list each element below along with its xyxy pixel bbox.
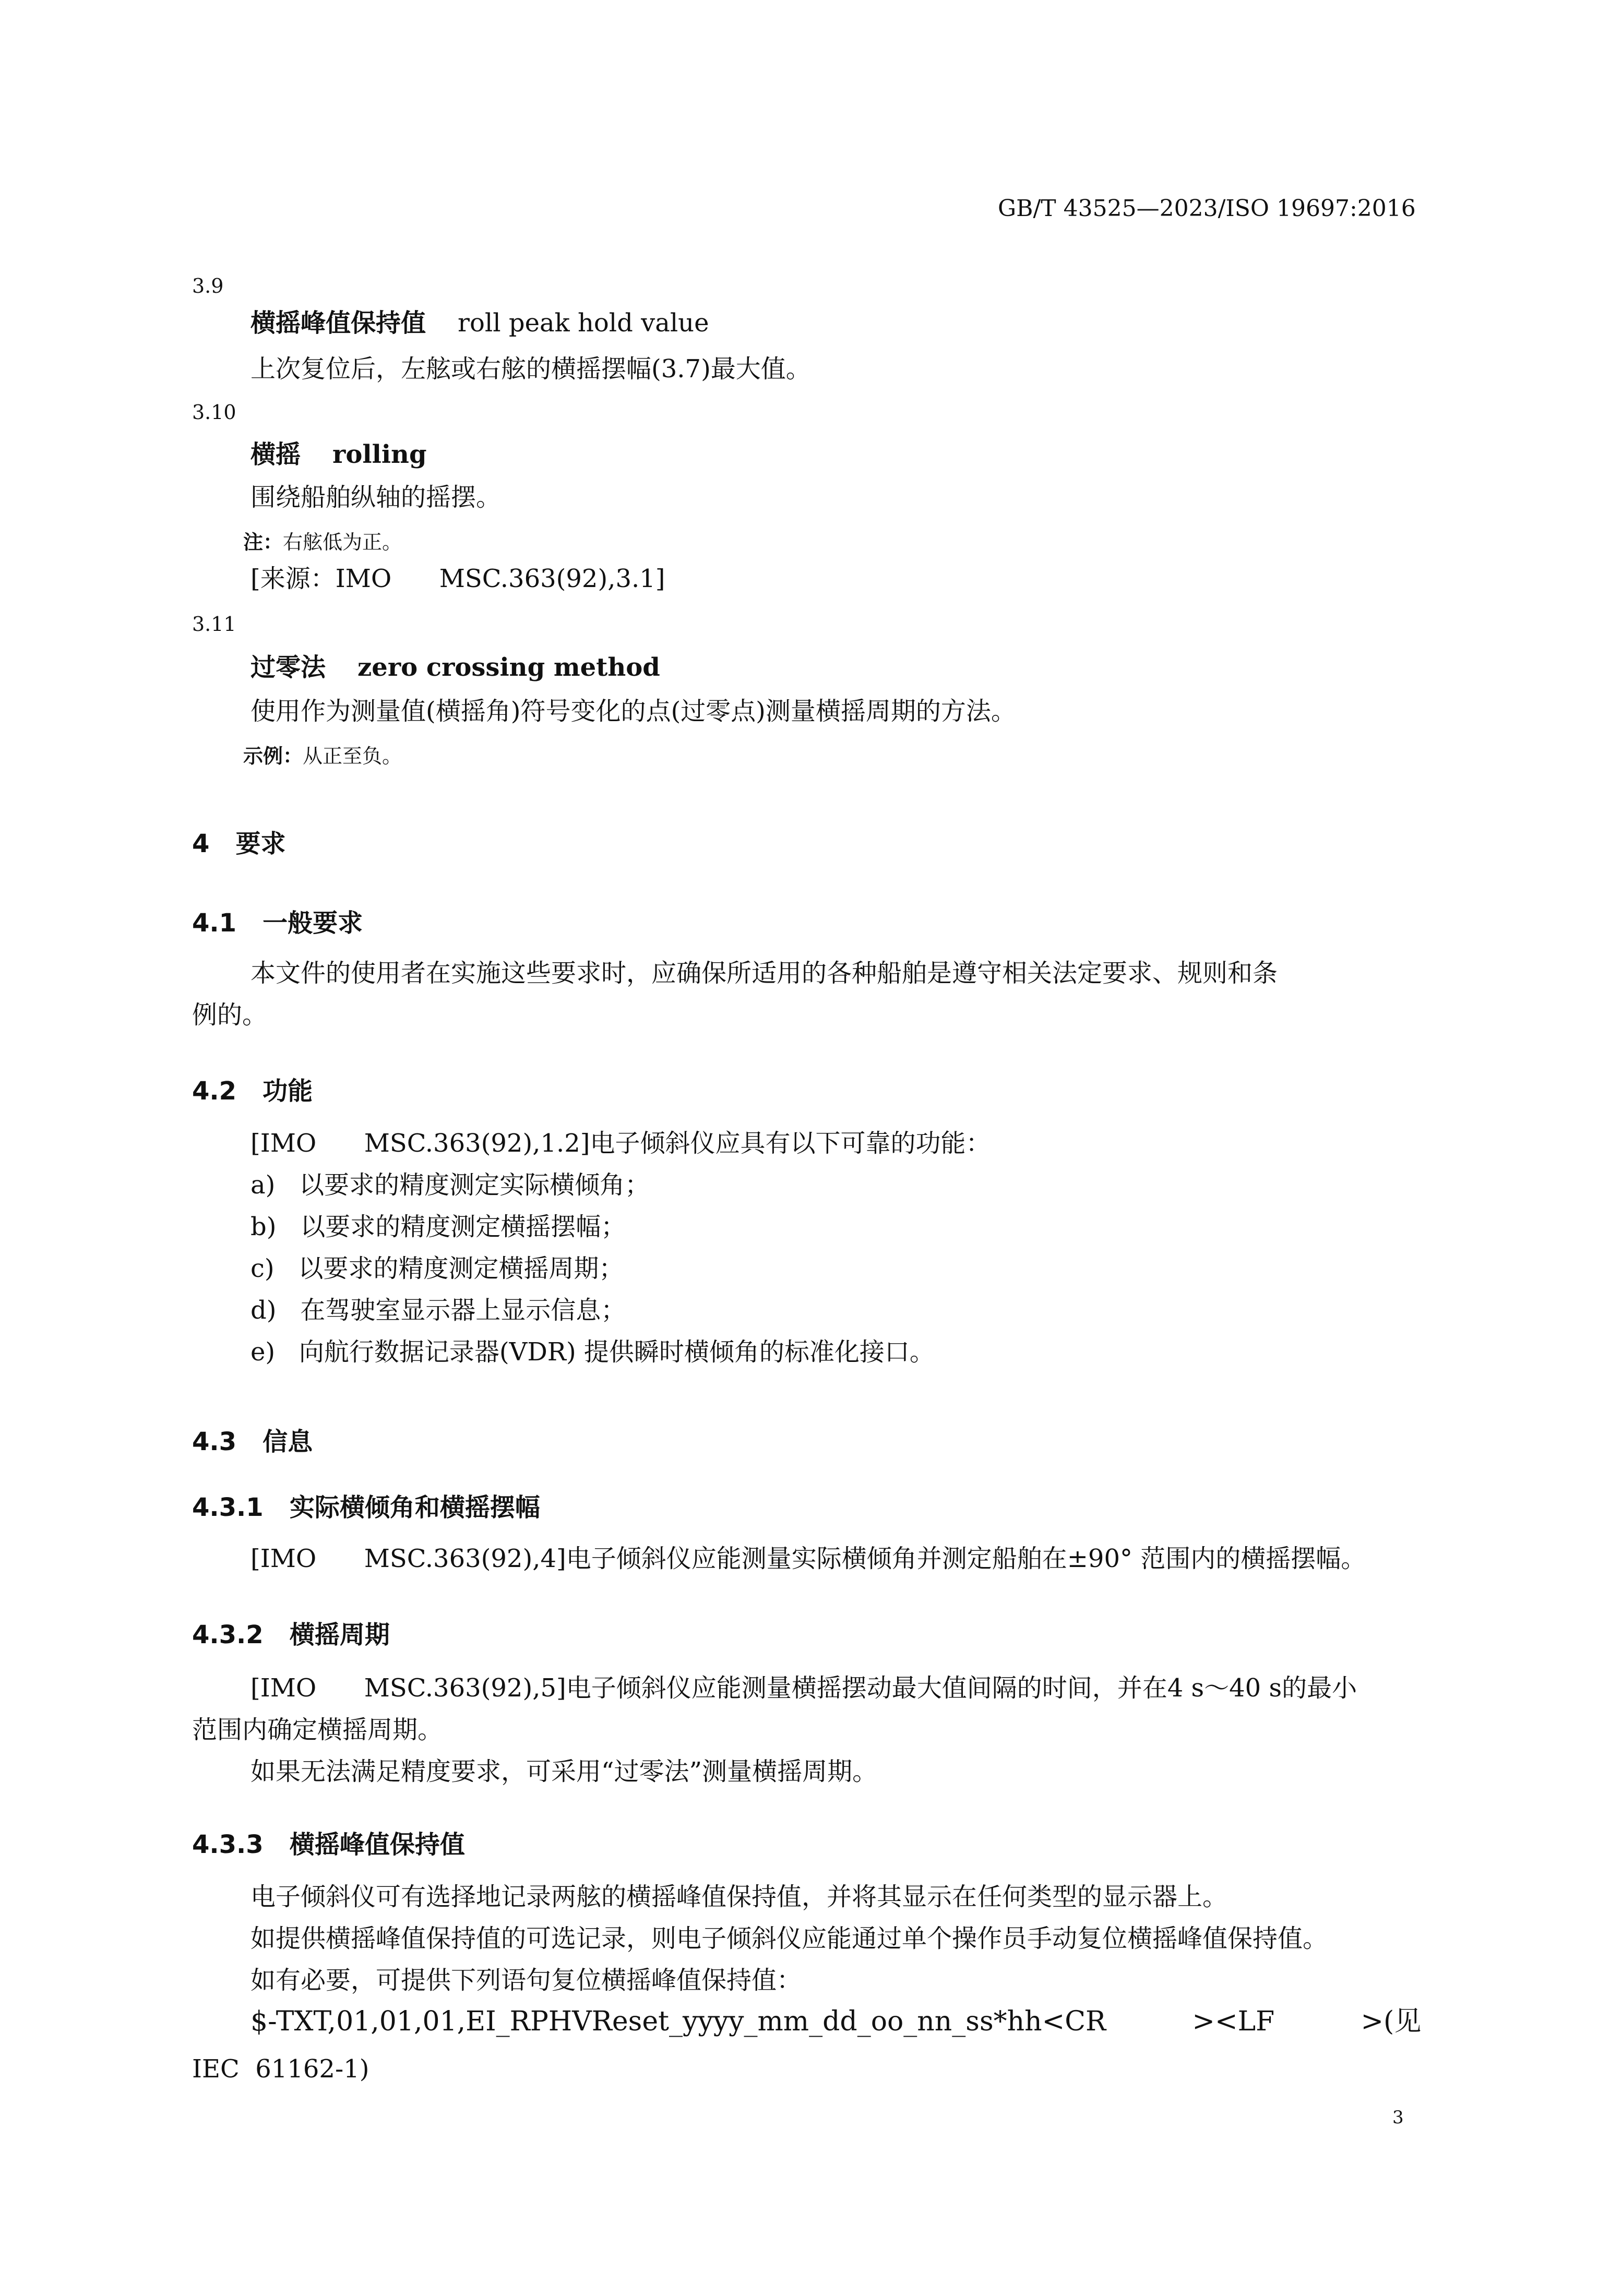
section-heading-4-3-3 — [192, 1824, 465, 1860]
paragraph-4-3-3-2: 如提供横摇峰值保持值的可选记录，则电子倾斜仪应能通过单个操作员手动复位横摇峰值保持值。 — [251, 1924, 1328, 1953]
paragraph-4-3-2-line2: 范围内确定横摇周期。 — [192, 1715, 443, 1744]
heading-title: 实际横倾角和横摇摆幅 — [289, 1493, 540, 1522]
section-heading-4 — [192, 823, 286, 859]
list-item-text: 向航行数据记录器(VDR) 提供瞬时横倾角的标准化接口。 — [299, 1337, 935, 1367]
list-item-label: d) — [251, 1296, 277, 1325]
heading-title: 信息 — [263, 1427, 313, 1456]
section-heading-4-3-2 — [192, 1615, 390, 1651]
term-en: zero crossing method — [357, 653, 660, 682]
source-3-10: [来源：IMO MSC.363(92),3.1] — [251, 564, 665, 593]
heading-title: 功能 — [263, 1077, 313, 1106]
term-cn: 横摇 — [251, 440, 301, 469]
list-item-label: b) — [251, 1212, 277, 1241]
example-label: 示例： — [243, 745, 303, 768]
term-cn: 横摇峰值保持值 — [251, 308, 426, 338]
list-item — [251, 1209, 626, 1245]
paragraph-4-2-intro: [IMO MSC.363(92),1.2]电子倾斜仪应具有以下可靠的功能： — [251, 1129, 991, 1158]
list-item-text: 以要求的精度测定横摇摆幅； — [300, 1212, 626, 1241]
list-item — [251, 1292, 626, 1329]
list-item-text: 在驾驶室显示器上显示信息； — [300, 1296, 626, 1325]
list-item-label: e) — [251, 1337, 276, 1367]
example-text: 从正至负。 — [303, 745, 402, 768]
heading-title: 一般要求 — [263, 908, 363, 938]
clause-number-3-9: 3.9 — [192, 274, 224, 297]
list-item — [251, 1250, 624, 1287]
definition-3-11: 使用作为测量值(横摇角)符号变化的点(过零点)测量横摇周期的方法。 — [251, 697, 1016, 726]
example-3-11 — [243, 740, 402, 769]
list-item-text: 以要求的精度测定实际横倾角； — [299, 1170, 650, 1200]
paragraph-4-1-line1: 本文件的使用者在实施这些要求时，应确保所适用的各种船舶是遵守相关法定要求、规则和条 — [251, 959, 1278, 988]
list-item — [251, 1167, 650, 1203]
paragraph-4-3-2-note: 如果无法满足精度要求，可采用“过零法”测量横摇周期。 — [251, 1757, 878, 1786]
note-text: 右舷低为正。 — [283, 531, 402, 554]
list-item-text: 以要求的精度测定横摇周期； — [298, 1254, 624, 1283]
heading-number: 4.2 — [192, 1077, 237, 1106]
definition-3-9: 上次复位后，左舷或右舷的横摇摆幅(3.7)最大值。 — [251, 354, 811, 384]
document-number: GB/T 43525—2023/ISO 19697:2016 — [998, 195, 1416, 222]
clause-number-3-10: 3.10 — [192, 401, 236, 424]
heading-title: 要求 — [235, 829, 286, 858]
heading-title: 横摇峰值保持值 — [289, 1830, 465, 1859]
reset-sentence-reference: IEC 61162-1) — [192, 2054, 369, 2084]
term-3-9 — [251, 305, 709, 341]
term-3-10 — [251, 436, 427, 473]
paragraph-4-3-2-line1: [IMO MSC.363(92),5]电子倾斜仪应能测量横摇摆动最大值间隔的时间，并在4 s～40 s的最小 — [251, 1673, 1357, 1703]
term-en: roll peak hold value — [458, 308, 709, 338]
list-item-label: a) — [251, 1170, 276, 1200]
heading-number: 4.3.1 — [192, 1493, 264, 1522]
heading-number: 4.1 — [192, 908, 237, 938]
heading-title: 横摇周期 — [289, 1620, 390, 1649]
term-cn: 过零法 — [251, 653, 326, 682]
term-3-11 — [251, 649, 660, 686]
heading-number: 4.3 — [192, 1427, 237, 1456]
section-heading-4-3-1 — [192, 1487, 540, 1523]
section-heading-4-2 — [192, 1071, 313, 1107]
list-item — [251, 1334, 935, 1370]
section-heading-4-3 — [192, 1421, 313, 1457]
term-en: rolling — [332, 440, 427, 469]
paragraph-4-3-3-1: 电子倾斜仪可有选择地记录两舷的横摇峰值保持值，并将其显示在任何类型的显示器上。 — [251, 1882, 1228, 1911]
definition-3-10: 围绕船舶纵轴的摇摆。 — [251, 483, 502, 512]
list-item-label: c) — [251, 1254, 275, 1283]
page-number: 3 — [1392, 2107, 1404, 2128]
heading-number: 4.3.2 — [192, 1620, 264, 1649]
note-label: 注： — [243, 531, 283, 554]
note-3-10 — [243, 526, 402, 555]
paragraph-4-3-3-3: 如有必要，可提供下列语句复位横摇峰值保持值： — [251, 1966, 802, 1995]
section-heading-4-1 — [192, 903, 363, 939]
paragraph-4-1-line2: 例的。 — [192, 1000, 268, 1030]
clause-number-3-11: 3.11 — [192, 613, 236, 636]
heading-number: 4 — [192, 829, 210, 858]
reset-sentence: $-TXT,01,01,01,EI_RPHVReset_yyyy_mm_dd_oo_nn_ss*hh<CR ><LF >(见 — [251, 2006, 1422, 2037]
heading-number: 4.3.3 — [192, 1830, 264, 1859]
paragraph-4-3-1: [IMO MSC.363(92),4]电子倾斜仪应能测量实际横倾角并测定船舶在±90° 范围内的横摇摆幅。 — [251, 1544, 1366, 1573]
